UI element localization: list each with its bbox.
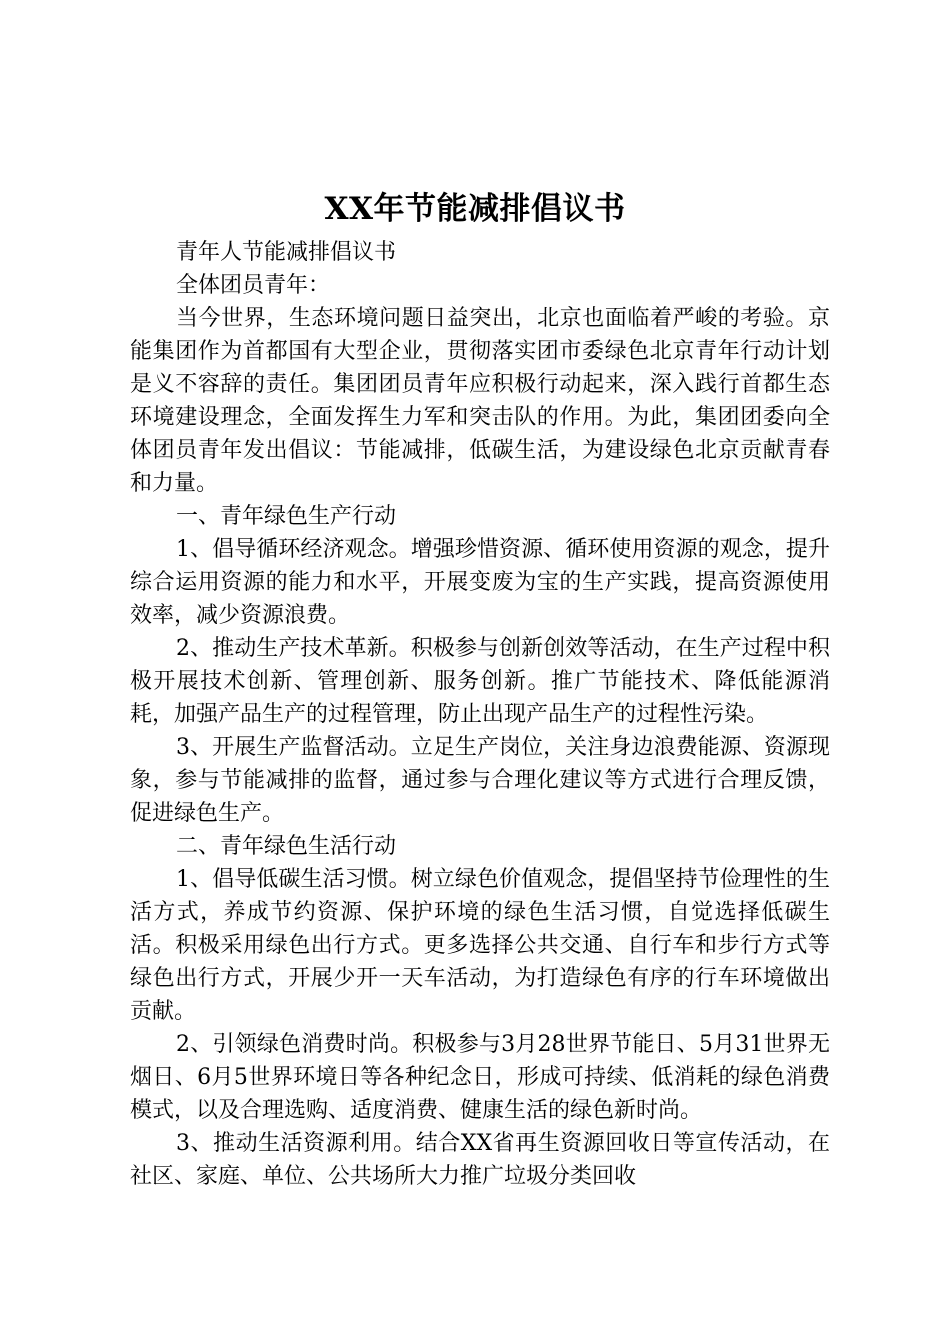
document-title: XX年节能减排倡议书 [324,191,626,227]
section-heading-life: 二、青年绿色生活行动 [176,834,397,859]
section-heading-production: 一、青年绿色生产行动 [176,504,397,529]
paragraph-life-2: 2、引领绿色消费时尚。积极参与3月28世界节能日、5月31世界无烟日、6月5世界环境日等各种纪念日，形成可持续、低消耗的绿色消费模式，以及合理选购、适度消费、健康生活的绿色新时尚。 [130,1032,830,1123]
paragraph-production-1: 1、倡导循环经济观念。增强珍惜资源、循环使用资源的观念，提升综合运用资源的能力和水平，开展变废为宝的生产实践，提高资源使用效率，减少资源浪费。 [130,537,830,628]
paragraph-life-1: 1、倡导低碳生活习惯。树立绿色价值观念，提倡坚持节俭理性的生活方式，养成节约资源、保护环境的绿色生活习惯，自觉选择低碳生活。积极采用绿色出行方式。更多选择公共交通、自行车和步行方式等绿色出行方式，开展少开一天车活动，为打造绿色有序的行车环境做出贡献。 [130,867,830,1024]
paragraph-production-2: 2、推动生产技术革新。积极参与创新创效等活动，在生产过程中积极开展技术创新、管理创新、服务创新。推广节能技术、降低能源消耗，加强产品生产的过程管理，防止出现产品生产的过程性污染。 [130,636,830,727]
paragraph-salutation: 全体团员青年： [176,273,331,298]
paragraph-intro: 当今世界，生态环境问题日益突出，北京也面临着严峻的考验。京能集团作为首都国有大型企业，贯彻落实团市委绿色北京青年行动计划是义不容辞的责任。集团团员青年应积极行动起来，深入践行首都生态环境建设理念，全面发挥生力军和突击队的作用。为此，集团团委向全体团员青年发出倡议：节能减排，低碳生活，为建设绿色北京贡献青春和力量。 [130,306,830,496]
paragraph-life-3: 3、推动生活资源利用。结合XX省再生资源回收日等宣传活动，在社区、家庭、单位、公共场所大力推广垃圾分类回收 [130,1131,830,1189]
paragraph-production-3: 3、开展生产监督活动。立足生产岗位，关注身边浪费能源、资源现象，参与节能减排的监督，通过参与合理化建议等方式进行合理反馈，促进绿色生产。 [130,735,830,826]
document-body [130,236,830,1193]
paragraph-subtitle: 青年人节能减排倡议书 [176,240,397,265]
